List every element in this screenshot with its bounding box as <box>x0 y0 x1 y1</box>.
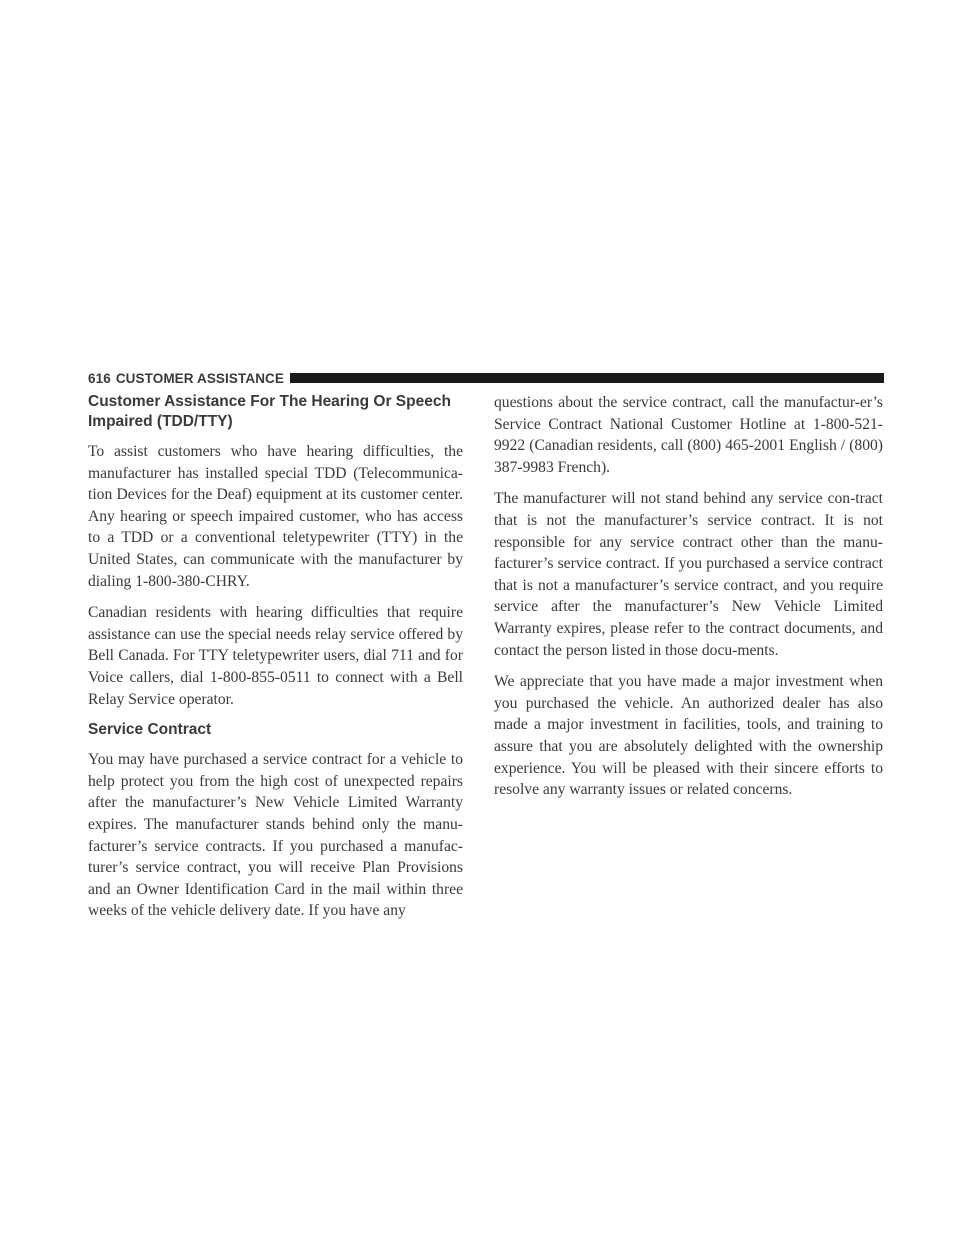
paragraph-hotline: questions about the service contract, call the manufactur-er’s Service Contract National Customer Hotline at 1-800-521-9922 (Canadian residents, call (800) 465-2001 English / (800) 387-9983 French). <box>494 394 883 476</box>
right-column <box>494 392 883 811</box>
section-title: CUSTOMER ASSISTANCE <box>115 370 284 386</box>
heading-hearing-impaired: Customer Assistance For The Hearing Or Speech Impaired (TDD/TTY) <box>88 393 451 430</box>
paragraph-service-contract: You may have purchased a service contract for a vehicle to help protect you from the high cost of unexpected repairs after the manufacturer’s New Vehicle Limited Warranty expires. The manufacturer stands behind only the manu-facturer’s service contracts. If you purchased a manufac-turer’s service contract, you will receive Plan Provisions and an Owner Identification Card in the mail within three weeks of the vehicle delivery date. If you have any <box>88 751 463 920</box>
heading-service-contract: Service Contract <box>88 721 212 739</box>
paragraph-appreciation: We appreciate that you have made a major investment when you purchased the vehicle. An authorized dealer has also made a major investment in facilities, tools, and training to assure that you are absolutely delighted with the ownership experience. You will be pleased with their sincere efforts to resolve any warranty issues or related concerns. <box>494 673 883 799</box>
left-column <box>88 392 463 932</box>
page-header <box>88 369 884 387</box>
header-rule <box>290 373 884 383</box>
paragraph-tdd: To assist customers who have hearing difficulties, the manufacturer has installed special TDD (Telecommunica-tion Devices for the Deaf) equipment at its customer center. Any hearing or speech impaired customer, who has access to a TDD or a conventional teletypewriter (TTY) in the United States, can communicate with the manufacturer by dialing 1-800-380-CHRY. <box>88 443 463 590</box>
page-number: 616 <box>88 370 111 386</box>
paragraph-non-manufacturer-contract: The manufacturer will not stand behind any service con-tract that is not the manufacturer’s service contract. It is not responsible for any service contract other than the manu-facturer’s service contract. If you purchased a service contract that is not a manufacturer’s service contract, and you require service after the manufacturer’s New Vehicle Limited Warranty expires, please refer to the contract documents, and contact the person listed in those docu-ments. <box>494 490 883 659</box>
paragraph-canadian-relay: Canadian residents with hearing difficulties that require assistance can use the special needs relay service offered by Bell Canada. For TTY teletypewriter users, dial 711 and for Voice callers, dial 1-800-855-0511 to connect with a Bell Relay Service operator. <box>88 604 463 708</box>
